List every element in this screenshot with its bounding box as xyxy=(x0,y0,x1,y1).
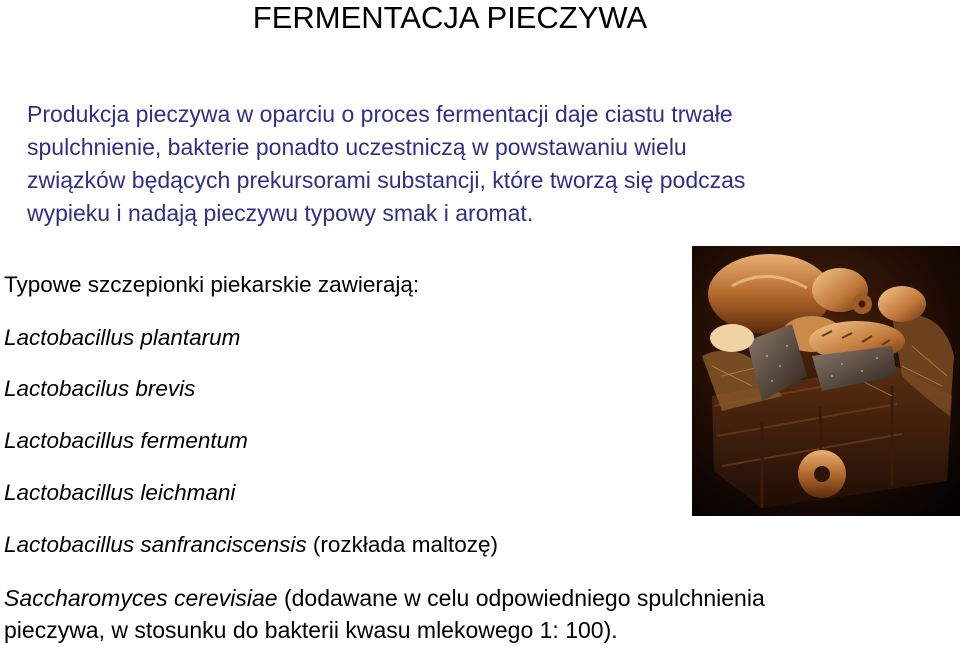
intro-line: Produkcja pieczywa w oparciu o proces fermentacji daje ciastu trwałe xyxy=(27,101,733,127)
saccharomyces-paragraph xyxy=(4,582,959,646)
bread-basket-photo xyxy=(692,246,960,516)
strain-name: Lactobacillus plantarum xyxy=(4,325,241,350)
yeast-note: (dodawane w celu odpowiedniego spulchnienia xyxy=(277,585,765,611)
strain-note: (rozkłada maltozę) xyxy=(306,532,498,557)
strain-name: Lactobacillus leichmani xyxy=(4,480,236,505)
slide-title: FERMENTACJA PIECZYWA xyxy=(252,0,648,35)
strain-item xyxy=(4,530,498,560)
yeast-note-cont: pieczywa, w stosunku do bakterii kwasu mlekowego 1: 100). xyxy=(4,617,618,643)
intro-line: związków będących prekursorami substancji, które tworzą się podczas xyxy=(27,167,746,193)
strain-name: Lactobacilus brevis xyxy=(4,376,196,401)
strain-item xyxy=(4,374,195,404)
strain-item xyxy=(4,426,248,456)
intro-line: spulchnienie, bakterie ponadto uczestniczą w powstawaniu wielu xyxy=(27,134,687,160)
intro-paragraph xyxy=(27,98,927,230)
strain-name: Lactobacillus fermentum xyxy=(4,428,248,453)
strain-name: Lactobacillus sanfranciscensis xyxy=(4,532,307,557)
strain-item xyxy=(4,323,240,353)
intro-line: wypieku i nadają pieczywu typowy smak i aromat. xyxy=(27,200,534,226)
yeast-name: Saccharomyces cerevisiae xyxy=(4,585,278,611)
strain-item xyxy=(4,478,235,508)
starters-heading: Typowe szczepionki piekarskie zawierają: xyxy=(4,272,420,297)
